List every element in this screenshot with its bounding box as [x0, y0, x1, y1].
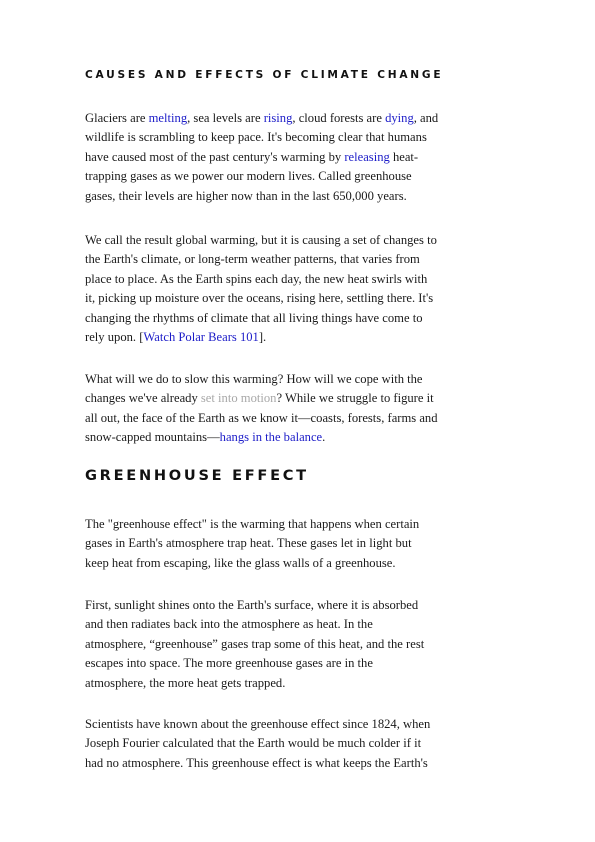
link-watch-polar-bears[interactable]: Watch Polar Bears 101: [143, 329, 259, 344]
text-run: snow-capped mountains—: [85, 430, 220, 445]
text-line: We call the result global warming, but it is causing a set of changes to: [85, 233, 437, 247]
text-line: the Earth's climate, or long-term weather patterns, that varies from: [85, 252, 420, 267]
link-dying[interactable]: dying: [385, 111, 414, 125]
text-line: wildlife is scrambling to keep pace. It's becoming clear that humans: [85, 130, 427, 145]
text-line: What will we do to slow this warming? How will we cope with the: [85, 372, 423, 386]
text-line: [85, 148, 505, 167]
paragraph-glaciers: [85, 109, 505, 206]
section-heading-greenhouse-effect: GREENHOUSE EFFECT: [85, 467, 309, 484]
text-run: rely upon. [: [85, 329, 144, 344]
paragraph-slow-warming: [85, 370, 505, 448]
text-line: First, sunlight shines onto the Earth's surface, where it is absorbed: [85, 598, 419, 612]
section-heading-causes-effects: CAUSES AND EFFECTS OF CLIMATE CHANGE: [85, 69, 444, 81]
text-run: Glaciers are: [85, 111, 149, 125]
text-line: Scientists have known about the greenhouse effect since 1824, when: [85, 717, 431, 731]
link-hangs-in-the-balance[interactable]: hangs in the balance: [219, 430, 323, 445]
text-line: trapping gases as we power our modern lives. Called greenhouse: [85, 169, 412, 184]
text-run: have caused most of the past century's warming by: [85, 149, 345, 164]
text-line: atmosphere, the more heat gets trapped.: [85, 675, 286, 690]
text-run: .: [322, 430, 326, 445]
text-line: gases, their levels are higher now than in the last 650,000 years.: [85, 188, 407, 203]
text-line: and then radiates back into the atmosphere as heat. In the: [85, 617, 373, 632]
text-line: Joseph Fourier calculated that the Earth would be much colder if it: [85, 736, 422, 751]
text-line: atmosphere, “greenhouse” gases trap some of this heat, and the rest: [85, 636, 425, 651]
text-line: keep heat from escaping, like the glass walls of a greenhouse.: [85, 555, 396, 570]
link-melting[interactable]: melting: [148, 111, 188, 125]
paragraph-greenhouse-definition: [85, 515, 505, 573]
text-run: changes we've already: [85, 391, 201, 406]
paragraph-global-warming: [85, 231, 505, 347]
text-line: gases in Earth's atmosphere trap heat. These gases let in light but: [85, 536, 412, 551]
text-line: [85, 328, 505, 347]
text-run: ].: [258, 329, 267, 344]
text-run: , cloud forests are: [292, 111, 386, 125]
link-set-into-motion[interactable]: set into motion: [200, 391, 277, 406]
paragraph-sunlight: [85, 596, 505, 693]
text-line: had no atmosphere. This greenhouse effect is what keeps the Earth's: [85, 755, 428, 770]
text-line: place to place. As the Earth spins each day, the new heat swirls with: [85, 271, 428, 286]
text-run: ? While we struggle to figure it: [276, 391, 434, 406]
text-run: , sea levels are: [187, 111, 264, 125]
text-run: heat-: [389, 149, 419, 164]
text-line: changing the rhythms of climate that all living things have come to: [85, 310, 423, 325]
link-releasing[interactable]: releasing: [344, 149, 390, 164]
text-line: all out, the face of the Earth as we know it—coasts, forests, farms and: [85, 410, 438, 425]
text-line: it, picking up moisture over the oceans, rising here, settling there. It's: [85, 291, 434, 306]
link-rising[interactable]: rising: [263, 111, 293, 125]
text-line: The "greenhouse effect" is the warming that happens when certain: [85, 517, 420, 531]
text-line: [85, 389, 505, 408]
text-line: [85, 428, 505, 447]
text-line: [85, 109, 505, 128]
text-line: escapes into space. The more greenhouse gases are in the: [85, 656, 373, 671]
paragraph-scientists: [85, 715, 505, 773]
text-run: , and: [413, 111, 439, 125]
